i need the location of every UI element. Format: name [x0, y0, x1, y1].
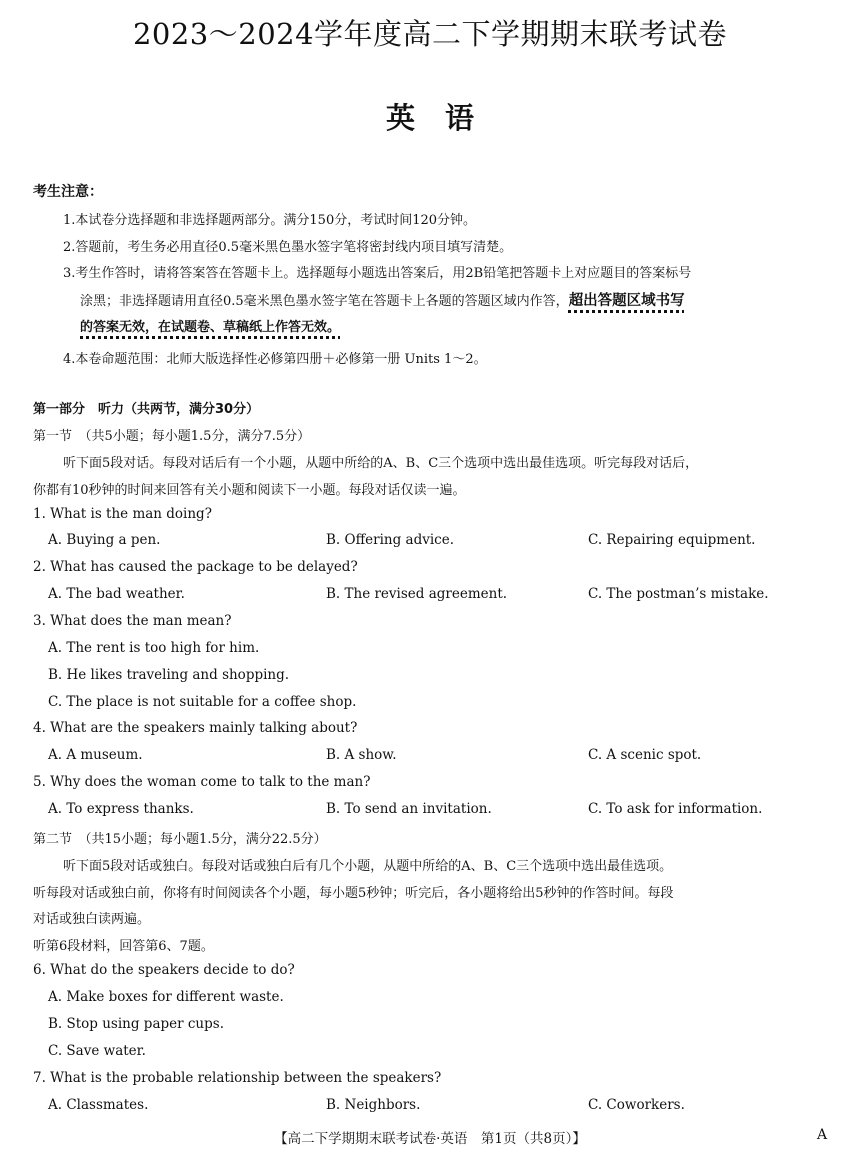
notice-item: 1.本试卷分选择题和非选择题两部分。满分150分，考试时间120分钟。 — [63, 213, 477, 228]
subject-title: 英语 — [385, 101, 504, 135]
notice-emphasis-line — [80, 316, 340, 335]
option-a: A. Buying a pen. — [48, 532, 161, 548]
option-b: B. A show. — [326, 747, 397, 763]
part-heading: 第一部分 听力（共两节，满分30分） — [33, 402, 260, 417]
option-b: B. Neighbors. — [326, 1097, 421, 1113]
notice-item: 4.本卷命题范围：北师大版选择性必修第四册＋必修第一册 Units 1～2。 — [63, 352, 487, 367]
option-b: B. Stop using paper cups. — [48, 1016, 224, 1032]
section-heading: 第一节 （共5小题；每小题1.5分，满分7.5分） — [33, 429, 311, 444]
option-a: A. Classmates. — [48, 1097, 149, 1113]
question-stem: 7. What is the probable relationship between the speakers? — [33, 1070, 442, 1086]
section-heading: 第二节 （共15小题；每小题1.5分，满分22.5分） — [33, 832, 327, 847]
section-instructions: 听每段对话或独白前，你将有时间阅读各个小题，每小题5秒钟；听完后，各小题将给出5秒钟的作答时间。每段 — [33, 886, 674, 901]
notice-item: 2.答题前，考生务必用直径0.5毫米黑色墨水签字笔将密封线内项目填写清楚。 — [63, 240, 513, 255]
option-a: A. A museum. — [48, 747, 143, 763]
option-b: B. Offering advice. — [326, 532, 455, 548]
page-footer: 【高二下学期期末联考试卷·英语 第1页（共8页）】 — [274, 1131, 586, 1147]
option-b: B. To send an invitation. — [326, 801, 492, 817]
option-c: C. The postman’s mistake. — [588, 586, 769, 602]
notice-item: 3.考生作答时，请将答案答在答题卡上。选择题每小题选出答案后，用2B铅笔把答题卡上对应题目的答案标号 — [63, 266, 692, 281]
option-c: C. Coworkers. — [588, 1097, 685, 1113]
notice-item-continuation — [80, 289, 685, 310]
material-label: 听第6段材料，回答第6、7题。 — [33, 939, 214, 954]
option-a: A. To express thanks. — [48, 801, 194, 817]
option-c: C. A scenic spot. — [588, 747, 702, 763]
option-a: A. Make boxes for different waste. — [48, 989, 284, 1005]
option-c: C. Repairing equipment. — [588, 532, 756, 548]
option-c: C. To ask for information. — [588, 801, 763, 817]
question-stem: 2. What has caused the package to be delayed? — [33, 559, 358, 575]
option-b: B. He likes traveling and shopping. — [48, 667, 290, 683]
question-stem: 3. What does the man mean? — [33, 613, 232, 629]
notice-emphasis: 的答案无效，在试题卷、草稿纸上作答无效。 — [80, 320, 341, 335]
option-a: A. The bad weather. — [48, 586, 185, 602]
notice-heading: 考生注意： — [33, 184, 103, 200]
section-instructions: 听下面5段对话或独白。每段对话或独白后有几个小题，从题中所给的A、B、C三个选项中选出最佳选项。 — [63, 859, 673, 874]
question-stem: 1. What is the man doing? — [33, 506, 212, 522]
option-b: B. The revised agreement. — [326, 586, 508, 602]
paper-version-code: A — [817, 1127, 828, 1143]
exam-title: 2023～2024学年度高二下学期期末联考试卷 — [132, 17, 728, 51]
section-instructions: 你都有10秒钟的时间来回答有关小题和阅读下一小题。每段对话仅读一遍。 — [33, 483, 466, 498]
option-a: A. The rent is too high for him. — [48, 640, 260, 656]
option-c: C. The place is not suitable for a coffee shop. — [48, 694, 357, 710]
section-instructions: 听下面5段对话。每段对话后有一个小题，从题中所给的A、B、C三个选项中选出最佳选项。听完每段对话后， — [63, 456, 699, 471]
section-instructions: 对话或独白读两遍。 — [33, 912, 151, 927]
option-c: C. Save water. — [48, 1043, 146, 1059]
question-stem: 5. Why does the woman come to talk to the man? — [33, 774, 371, 790]
question-stem: 4. What are the speakers mainly talking about? — [33, 720, 358, 736]
notice-item-text: 涂黑；非选择题请用直径0.5毫米黑色墨水签字笔在答题卡上各题的答题区域内作答， — [80, 294, 569, 309]
notice-emphasis: 超出答题区域书写 — [568, 293, 685, 309]
question-stem: 6. What do the speakers decide to do? — [33, 962, 295, 978]
